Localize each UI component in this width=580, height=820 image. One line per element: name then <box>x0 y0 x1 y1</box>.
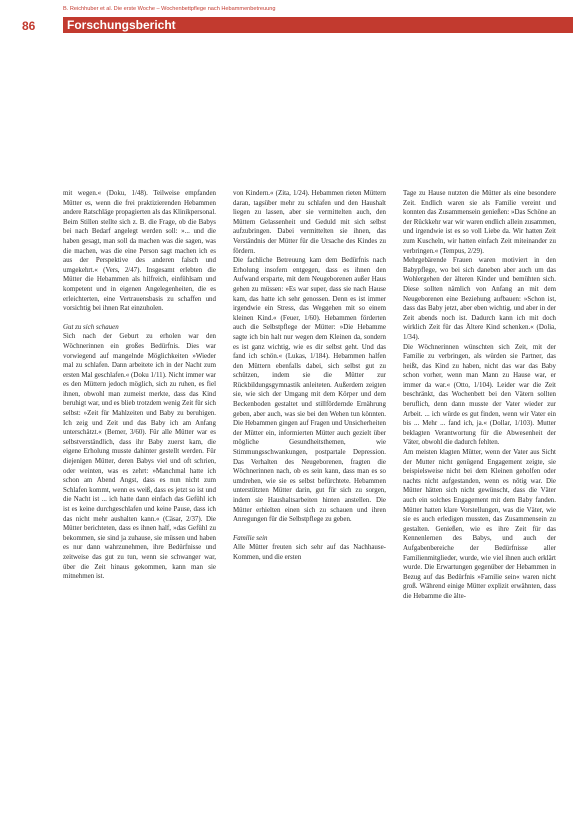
section-title: Forschungsbericht <box>63 17 573 33</box>
subheading: Familie sein <box>233 533 268 542</box>
running-head: B. Reichhuber et al. Die erste Woche – Wochenbettpflege nach Hebammenbetreuung <box>63 6 276 12</box>
paragraph: von Kindern.« (Zita, 1/24). Hebammen rieten Müttern daran, tagsüber mehr zu schlafen und den Haushalt liegen zu lassen, aber sie vermittelten auch, den Müttern Gelassenheit und Geduld mit sich selbst aufzubringen. Dabei vermittelten sie ihnen, das Verständnis der Mütter für die Ursache des Kindes zu fördern. <box>233 189 386 255</box>
paragraph: Alle Mütter freuten sich sehr auf das Nachhause-Kommen, und die ersten <box>233 543 386 561</box>
paragraph: Mehrgebärende Frauen waren motiviert in den Babypflege, wo bei sich daneben aber auch um das Wohlergehen der älteren Kinder und bemühten sich. Diese sollten nämlich von Anfang an mit dem Neugeborenen eine Beziehung aufbauen: »Schon ist, dass das Baby jetzt, aber eben wichtig, und aber in der Zeit abends noch ist. Dadurch kann ich mit doch wirklich Zeit für das Ältere Kind schenken.« (Dolia, 1/34). <box>403 256 556 341</box>
paragraph: mit wegen.« (Doku, 1/48). Teilweise empfanden Mütter es, wenn die frei praktizierenden Hebammen andere Ratschläge propagierten als das Klinikpersonal. Beim Stillen stellte sich z. B. die Frage, ob die Babys bei nach Bedarf angelegt werden soll: »... und die haben gesagt, man soll da machen was die sagen, was die machen, was die eine Person sagt machen ich es aus der Perspektive des anderen falsch und umgekehrt.« (Vers, 2/47). Insgesamt erlebten die Mütter die Hebammen als hilfreich, einfühlsam und kompetent und in eigenen Angelegenheiten, die es erleichterten, eine Vertrauensbasis zu schaffen und vorsichtig bei ihnen Rat einzuholen. <box>63 189 216 313</box>
text-column-1 <box>63 189 216 814</box>
text-column-3 <box>403 189 556 814</box>
page-number: 86 <box>22 19 36 33</box>
text-column-2 <box>233 189 386 814</box>
paragraph: Am meisten klagten Mütter, wenn der Vater aus Sicht der Mutter nicht genügend Engagement zeigte, sie beispielsweise nicht bei dem Kleinen geholfen oder nachts nicht aufgestanden, wenn es nötig war. Die Mütter hätten sich nicht gewünscht, dass die Väter auch ein solches Engagement mit dem Baby fanden. Mütter hatten klare Vorstellungen, was die Väter, wie sie es auch erledigen mussten, das Zusammensein zu gestalten. Genießen, wie es ihre Zeit für das Kennenlernen des Babys, und auch der Aufgabenbereiche der Bedürfnisse aller Familienmitglieder, wurde, wie viel ihnen auch erklärt wurde. Die Erwartungen gegenüber der Hebammen in Bezug auf das Bedürfnis »Familie sein« waren nicht groß. Während einige Mütter explizit erwähnten, dass die Hebamme die älte- <box>403 448 556 600</box>
paragraph: Sich nach der Geburt zu erholen war den Wöchnerinnen ein großes Bedürfnis. Dies war vorwiegend auf mangelnde Möglichkeiten »Wieder mal zu schlafen. Dann arbeitete ich in der Nacht zum ersten Mal geschlafen.« (Doku 1/11). Nicht immer war es den Müttern jedoch möglich, sich zu ruhen, es fiel ihnen, obwohl man zumeist merkte, dass das Kind beruhigt war, und es blieb trotzdem wenig Zeit für sich selbst: »Zeit für Mahlzeiten und Baby zu beruhigen. Ich zeig und Zeit und das Baby ich am Anfang unterschätzt.« (Bemer, 3/60). Für alle Mütter war es selbstverständlich, dass ihr Baby zuerst kam, die eigene Erholung musste dahinter gestellt werden. Für diejenigen Mütter, deren Babys viel und oft schrien, oder weinten, was es zehrt: »Manchmal hatte ich schon am Abend Angst, dass es nun nicht zum Schlafen kommt, wenn es weiß, dass es jetzt so ist und die Nacht ist ... ich hatte dann einfach das Gefühl ich ist es keine durchgeschlafen und keine Pause, dass ich das nicht mehr aushalten kann.« (Cäsar, 2/37). Die Mütter berichteten, dass es ihnen half, »das Gefühl zu bekommen, sie sind ja zuhause, sie müssen und haben es nur dann wahrzunehmen, ihre Bedürfnisse und zeitweise das gut zu tun, wenn sie schwanger war, über die Zeit hinaus gekommen, kann man sie mitnehmen ist. <box>63 332 216 581</box>
paragraph: Tage zu Hause nutzten die Mütter als eine besondere Zeit. Endlich waren sie als Familie vereint und konnten das Zusammensein genießen: »Das Schöne an der Rückkehr war wir waren endlich allein zusammen, und irgendwie ist es so voll Liebe da. Wir hatten Zeit zum Kuscheln, wir hatten einfach Zeit miteinander zu verbringen.« (Tempus, 2/29). <box>403 189 556 255</box>
paragraph: Die fachliche Betreuung kam dem Bedürfnis nach Erholung insofern entgegen, dass es ihnen den Aufwand ersparte, mit dem Neugeborenen außer Haus gehen zu müssen: »Es war super, dass sie nach Hause kam, das hatte ich sehr genossen. Denn es ist immer irgendwie ein Stress, das Weggehen mit so einem kleinen Kind.« (Feuer, 1/60). Hebammen förderten auch die Selbstpflege der Mütter: »Die Hebamme sagte ich bin halt nur wegen dem Kleinen da, sondern es ist ganz wichtig, wie es dir selbst geht. Und das fand ich schön.« (Lukas, 1/184). Hebammen halfen den Müttern ebenfalls dabei, sich selbst gut zu schützen, indem sie die Mütter zur Rückbildungsgymnastik anleiteten. Außerdem zeigten sie, wie sich der Umgang mit dem Körper und dem Beckenboden gestaltet und stillfördernde Ernährung geben, aber auch, was sie bei den Wehen tun könnten. Die Hebammen gingen auf Fragen und Unsicherheiten der Mütter ein, informierten Mütter auch gezielt über mögliche Gesundheitsthemen, wie Stimmungsschwankungen, postpartale Depression. Das Verhalten des Neugeborenen, fragten die Wöchnerinnen nach, ob es sein kann, dass man es so umdrehen, wie sie es selbst befürchtete. Hebammen unterstützten Mütter darin, gut für sich zu sorgen, indem sie Haushaltsarbeiten hinten anstellen. Die Mütter erhielten einen sich zu schauen und ihren Anregungen für die Selbstpflege zu geben. <box>233 256 386 524</box>
subheading: Gut zu sich schauen <box>63 322 119 331</box>
paragraph: Die Wöchnerinnen wünschten sich Zeit, mit der Familie zu verbringen, als würden sie Partner, das heißt, das Kind zu haben, nicht das war das Baby schon vorher, wenn man Mann zu Hause war, er immer da war.« (Otto, 1/104). Leider war die Zeit beschränkt, das Wochenbett bei den Vätern sollten beruflich, denn dann musste der Vater wieder zur Arbeit. ... ich würde es gut finden, wenn wir Vater ein bis ... Mehr ... fand ich, ja.« (Dollar, 1/103). Mutter beklagten Verantwortung für die Abwesenheit der Väter, obwohl die dadurch fehlten. <box>403 342 556 447</box>
